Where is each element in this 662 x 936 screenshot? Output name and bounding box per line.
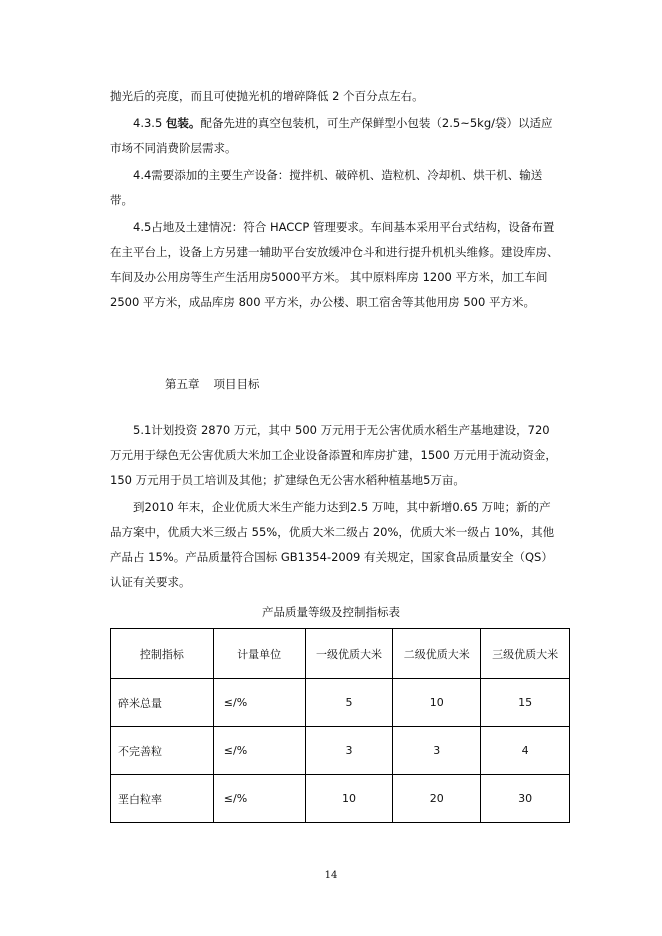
packaging-heading: 包装。 (165, 116, 201, 130)
row-value-grade-1: 3 (305, 727, 393, 775)
header-control-index: 控制指标 (111, 629, 214, 679)
paragraph-capacity-target: 到2010 年末，企业优质大米生产能力达到2.5 万吨，其中新增0.65 万吨；新的产品方案中，优质大米三级占 55%，优质大米二级占 20%，优质大米一级占 10%，其他产品占 15%。产品质量符合国标 GB1354-2009 有关规定，国家食品质量安全（QS）认证有关要求。 (110, 500, 555, 589)
quality-grade-table (110, 628, 570, 823)
chapter-title: 项目目标 (213, 377, 260, 391)
paragraph-equipment: 4.4需要添加的主要生产设备：搅拌机、破碎机、造粒机、冷却机、烘干机、输送带。 (110, 168, 543, 207)
paragraph-land-construction: 4.5占地及土建情况：符合 HACCP 管理要求。车间基本采用平台式结构，设备布置在主平台上，设备上方另建一辅助平台安放缓冲仓斗和进行提升机机头维修。建设库房、车间及办公用房等生产生活用房5000平方米。 其中原料库房 1200 平方米，加工车间 2500 平方米，成品库房 800 平方米，办公楼、职工宿舍等其他用房 500 平方米。 (110, 220, 559, 309)
row-value-grade-2: 20 (393, 775, 481, 823)
row-unit: ≤/% (213, 775, 305, 823)
paragraph-investment: 5.1计划投资 2870 万元，其中 500 万元用于无公害优质水稻生产基地建设，720 万元用于绿色无公害优质大米加工企业设备添置和库房扩建，1500 万元用于流动资金，150 万元用于员工培训及其他；扩建绿色无公害水稻种植基地5万亩。 (110, 423, 557, 487)
row-value-grade-3: 30 (481, 775, 570, 823)
row-label: 碎米总量 (111, 679, 214, 727)
paragraph-packaging (110, 111, 562, 161)
packaging-text: 配备先进的真空包装机，可生产保鲜型小包装（2.5~5kg/袋）以适应市场不同消费阶层需求。 (110, 116, 553, 155)
table-header-row (111, 629, 570, 679)
table-title: 产品质量等级及控制指标表 (262, 605, 400, 619)
table-row (111, 679, 570, 727)
header-grade-2: 二级优质大米 (393, 629, 481, 679)
page-number: 14 (324, 870, 338, 881)
row-unit: ≤/% (213, 727, 305, 775)
section-number-4-3-5: 4.3.5 (133, 116, 163, 130)
table-row (111, 727, 570, 775)
row-unit: ≤/% (213, 679, 305, 727)
header-unit: 计量单位 (213, 629, 305, 679)
paragraph-polishing-end: 抛光后的亮度，而且可使抛光机的增碎降低 2 个百分点左右。 (110, 89, 424, 103)
header-grade-3: 三级优质大米 (481, 629, 570, 679)
row-value-grade-2: 3 (393, 727, 481, 775)
row-label: 垩白粒率 (111, 775, 214, 823)
chapter-number: 第五章 (165, 377, 200, 391)
chapter-heading (165, 376, 260, 392)
row-value-grade-1: 5 (305, 679, 393, 727)
row-label: 不完善粒 (111, 727, 214, 775)
header-grade-1: 一级优质大米 (305, 629, 393, 679)
row-value-grade-3: 15 (481, 679, 570, 727)
row-value-grade-3: 4 (481, 727, 570, 775)
row-value-grade-2: 10 (393, 679, 481, 727)
table-row (111, 775, 570, 823)
row-value-grade-1: 10 (305, 775, 393, 823)
